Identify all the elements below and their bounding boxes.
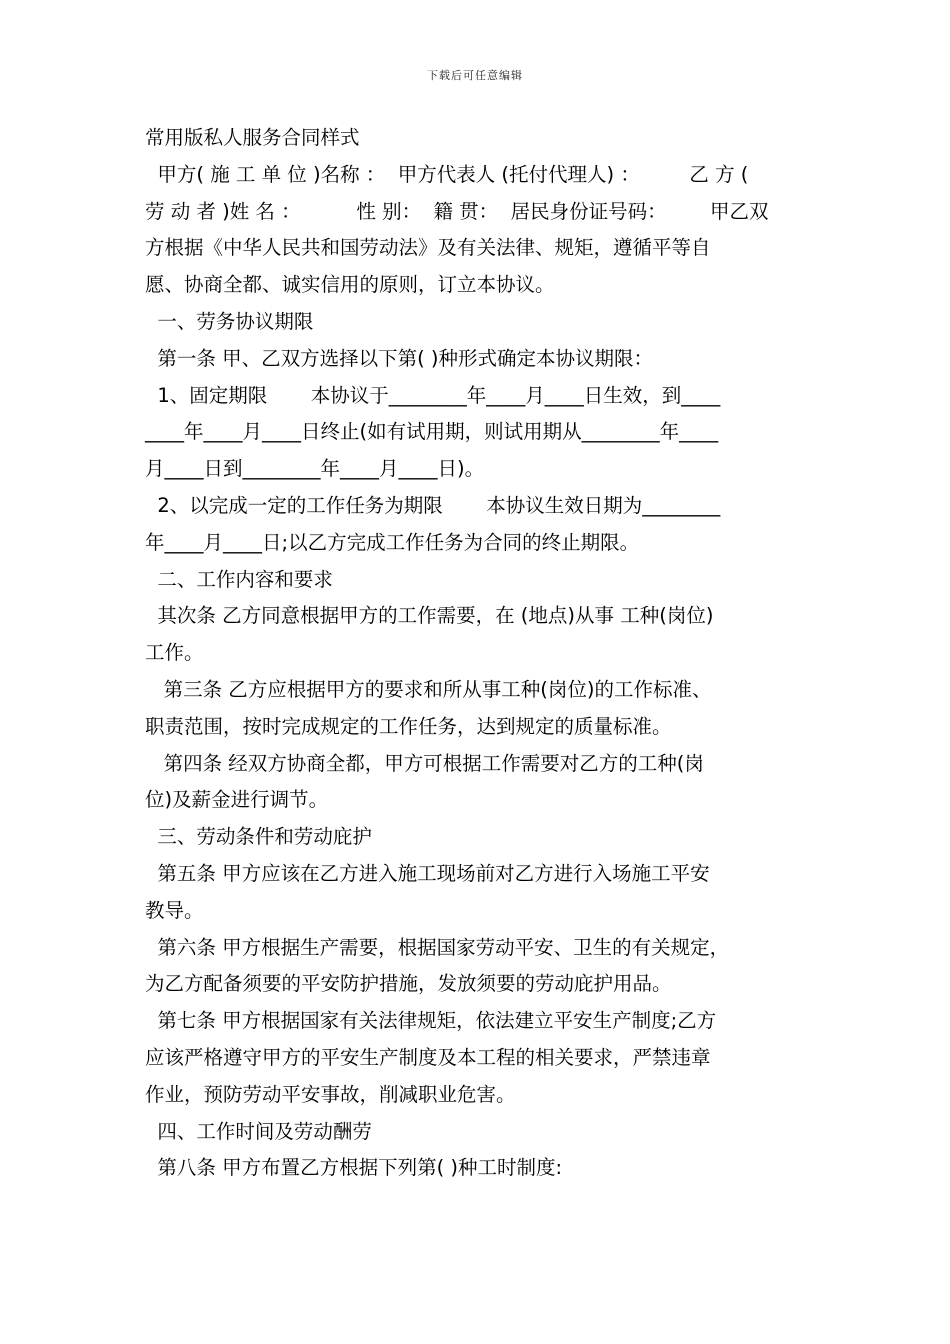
text-line: 作业，预防劳动平安事故，削减职业危害。: [145, 1082, 516, 1106]
text-line: 月____日到________年____月____日)。: [145, 457, 485, 481]
section-heading: 四、工作时间及劳动酬劳: [145, 1119, 372, 1143]
text-line: 第六条 甲方根据生产需要，根据国家劳动平安、卫生的有关规定，: [145, 935, 730, 959]
text-line: 年____月____日;以乙方完成工作任务为合同的终止期限。: [145, 530, 640, 554]
text-line: 第五条 甲方应该在乙方进入施工现场前对乙方进行入场施工平安: [145, 861, 710, 885]
text-line: 职责范围，按时完成规定的工作任务，达到规定的质量标准。: [145, 714, 672, 738]
text-line: 为乙方配备须要的平安防护措施，发放须要的劳动庇护用品。: [145, 972, 672, 996]
document-body: [145, 120, 817, 1187]
text-line: 2、以完成一定的工作任务为期限 本协议生效日期为________: [145, 493, 721, 517]
text-line: ____年____月____日终止(如有试用期，则试用期从________年____: [145, 420, 719, 444]
text-line: 方根据《中华人民共和国劳动法》及有关法律、规矩，遵循平等自: [145, 236, 711, 260]
text-line: 甲方( 施 工 单 位 )名称 ： 甲方代表人 (托付代理人) ： 乙 方 (: [145, 162, 749, 186]
section-heading: 三、劳动条件和劳动庇护: [145, 825, 372, 849]
text-line: 劳 动 者 )姓 名 ： 性 别： 籍 贯： 居民身份证号码： 甲乙双: [145, 199, 769, 223]
section-heading: 一、劳务协议期限: [145, 309, 314, 333]
text-line: 愿、协商全都、诚实信用的原则，订立本协议。: [145, 273, 555, 297]
text-line: 位)及薪金进行调节。: [145, 788, 329, 812]
text-line: 第三条 乙方应根据甲方的要求和所从事工种(岗位)的工作标准、: [145, 677, 712, 701]
text-line: 1、固定期限 本协议于________年____月____日生效，到____: [145, 383, 721, 407]
text-line: 第八条 甲方布置乙方根据下列第( )种工时制度:: [145, 1156, 563, 1180]
document-title: 常用版私人服务合同样式: [145, 126, 360, 149]
section-heading: 二、工作内容和要求: [145, 567, 333, 591]
text-line: 工作。: [145, 641, 204, 665]
text-line: 应该严格遵守甲方的平安生产制度及本工程的相关要求，严禁违章: [145, 1045, 711, 1069]
text-line: 第七条 甲方根据国家有关法律规矩，依法建立平安生产制度;乙方: [145, 1009, 717, 1033]
text-line: 第一条 甲、乙双方选择以下第( )种形式确定本协议期限：: [145, 346, 654, 370]
text-line: 教导。: [145, 898, 204, 922]
text-line: 其次条 乙方同意根据甲方的工作需要，在 (地点)从事 工种(岗位): [145, 604, 714, 628]
text-line: 第四条 经双方协商全都，甲方可根据工作需要对乙方的工种(岗: [145, 751, 704, 775]
header-note: 下载后可任意编辑: [427, 69, 523, 82]
